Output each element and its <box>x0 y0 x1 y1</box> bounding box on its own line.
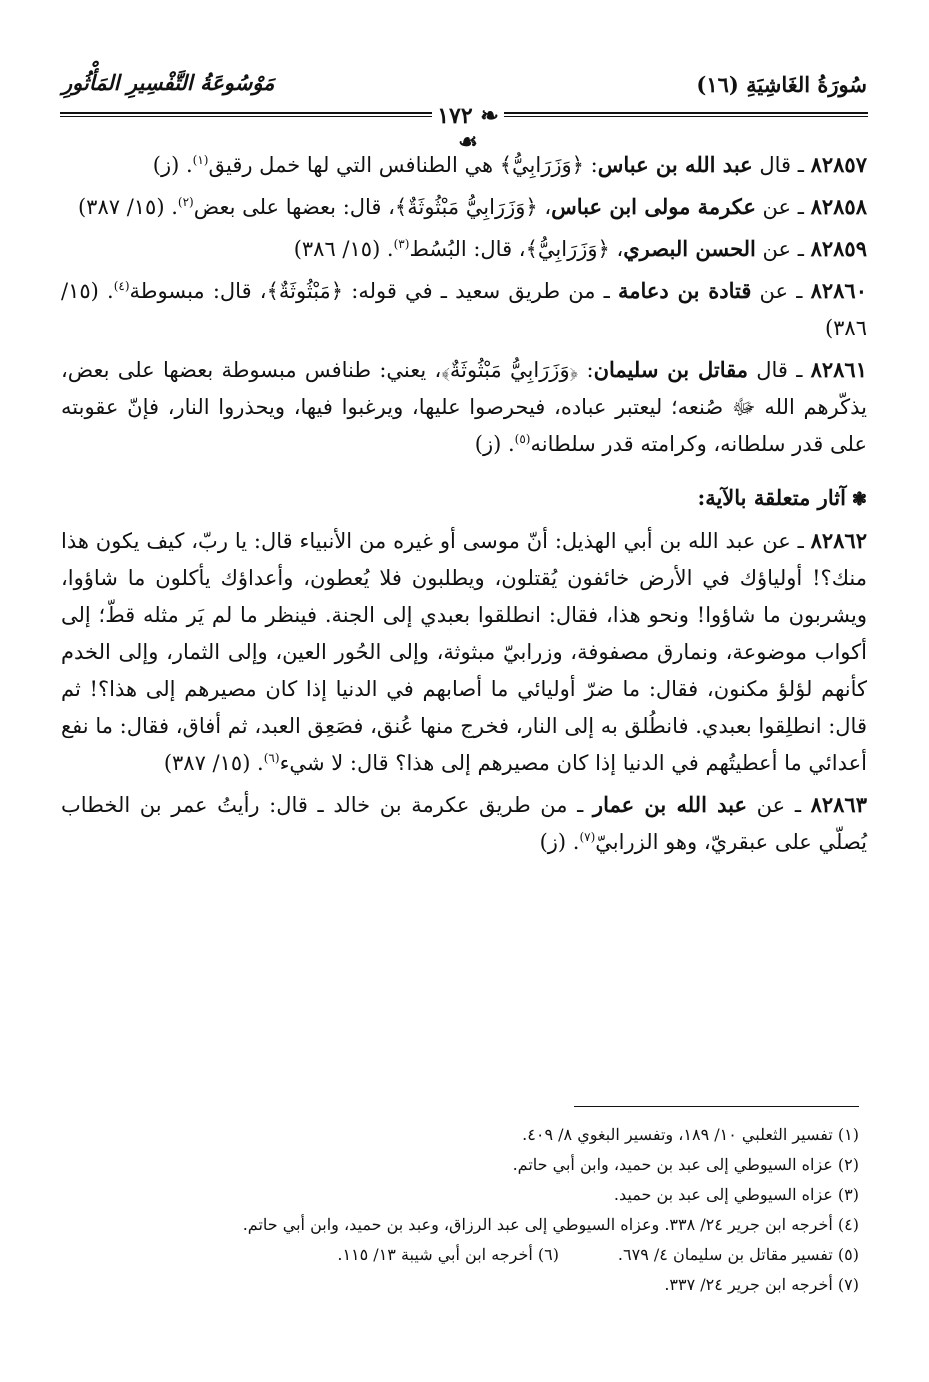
footnote-ref: (٣) <box>393 237 410 251</box>
quran-quote: ﴿مَبْثُوثَةٌ﴾ <box>266 279 344 303</box>
narration-number: ٨٢٨٥٨ <box>810 194 867 219</box>
footnote-ref: (٤) <box>113 279 130 293</box>
quran-quote: ﴿وَزَرَابِيُّ﴾ <box>499 153 584 177</box>
quran-quote: ﴿وَزَرَابِيُّ مَبْثُوثَةٌ﴾ <box>441 358 579 382</box>
footnote-ref: (٥) <box>514 432 531 446</box>
narration-entry: ٨٢٨٥٧ ـ قال عبد الله بن عباس: ﴿وَزَرَابِيُّ﴾ هي الطنافس التي لها خمل رقيق$^{(١)}$. (ز) <box>152 152 867 177</box>
narration-number: ٨٢٨٦١ <box>810 357 867 382</box>
ornament-left-icon: ❧ <box>480 103 499 129</box>
ornament-right-icon: ☙ <box>458 129 478 155</box>
narration-entry: ٨٢٨٦٠ ـ عن قتادة بن دعامة ـ من طريق سعيد ـ في قوله: ﴿مَبْثُوثَةٌ﴾، قال: مبسوطة$^{(٤)}$. (١٥/ ٣٨٦) <box>61 278 867 340</box>
narration-entry: ٨٢٨٦٢ ـ عن عبد الله بن أبي الهذيل: أنّ موسى أو غيره من الأنبياء قال: يا ربّ، كيف يكون هذا منك؟! أولياؤك في الأرض خائفون يُقتلون، ويطلبون فلا يُعطون، وأعداؤك يأكلون ما شاؤوا، ويشربون ما شاؤوا! ونحو هذا، فقال: انطلقوا بعبدي إلى الجنة. فينظر ما لم يَر مثله قطّ؛ إلى أكواب موضوعة، ونمارق مصفوفة، وزرابيّ مبثوثة، وإلى الحُور العين، وإلى الثمار، وإلى الخدم كأنهم لؤلؤ مكنون، فقال: ما ضرّ أوليائي ما أصابهم في الدنيا إذا كان مصيرهم إلى هذا؟! ثم قال: انطلِقوا بعبدي. فانطُلق به إلى النار، فخرج منها عُنق، فصَعِق العبد، ثم أفاق، فقال: ما نفع أعدائي ما أعطيتُهم في الدنيا إذا كان مصيرهم إلى هذا؟ قال: لا شيء$^{(٦)}$. (١٥/ ٣٨٧) <box>61 528 867 775</box>
narration-entry: ٨٢٨٥٨ ـ عن عكرمة مولى ابن عباس، ﴿وَزَرَابِيُّ مَبْثُوثَةٌ﴾، قال: بعضها على بعض$^{(٢)}$. (١٥/ ٣٨٧) <box>77 194 867 219</box>
footnote-7: (٧) أخرجه ابن جرير ٢٤/ ٣٣٧. <box>664 1275 859 1294</box>
narration-entry: ٨٢٨٥٩ ـ عن الحسن البصري، ﴿وَزَرَابِيُّ﴾، قال: البُسُط$^{(٣)}$. (١٥/ ٣٨٦) <box>293 236 867 261</box>
surah-title: سُورَةُ الغَاشِيَةِ (١٦) <box>696 72 867 97</box>
footnote-3: (٣) عزاه السيوطي إلى عبد بن حميد. <box>613 1185 859 1204</box>
footnote-4: (٤) أخرجه ابن جرير ٢٤/ ٣٣٨. وعزاه السيوطي إلى عبد الرزاق، وعبد بن حميد، وابن أبي حاتم. <box>242 1215 859 1234</box>
page-number: ❧ ١٧٢ ☙ <box>432 103 504 155</box>
narrator-name: قتادة بن دعامة <box>617 278 752 303</box>
footnote-separator <box>574 1106 859 1107</box>
footnote-6: (٦) أخرجه ابن أبي شيبة ١٣/ ١١٥. <box>337 1245 559 1264</box>
book-title: مَوْسُوعَةُ التَّفْسِيرِ المَأْثُورِ <box>62 70 275 95</box>
narration-number: ٨٢٨٦٠ <box>810 278 867 303</box>
narration-number: ٨٢٨٥٩ <box>810 236 867 261</box>
footnote-row <box>59 1240 859 1270</box>
footnote-1: (١) تفسير الثعلبي ١٠/ ١٨٩، وتفسير البغوي ٨/ ٤٠٩. <box>522 1125 859 1144</box>
footnote-ref: (١) <box>192 153 209 167</box>
narration-number: ٨٢٨٥٧ <box>810 152 867 177</box>
flower-ornament-icon: ❃ <box>851 489 867 510</box>
footnote-ref: (٧) <box>579 830 596 844</box>
narration-entry: ٨٢٨٦٣ ـ عن عبد الله بن عمار ـ من طريق عكرمة بن خالد ـ قال: رأيتُ عمر بن الخطاب يُصلّي على عبقريّ، وهو الزرابيّ$^{(٧)}$. (ز) <box>61 792 867 854</box>
narrator-name: عبد الله بن عمار <box>592 792 748 817</box>
narrator-name: عكرمة مولى ابن عباس <box>551 194 756 219</box>
main-text <box>61 146 867 865</box>
narration-number: ٨٢٨٦٣ <box>810 792 867 817</box>
footnote-ref: (٦) <box>263 751 280 765</box>
narrator-name: عبد الله بن عباس <box>597 152 753 177</box>
narrator-name: عبد الله بن أبي الهذيل <box>561 529 756 553</box>
section-heading: ❃آثار متعلقة بالآية: <box>697 485 867 510</box>
footnote-2: (٢) عزاه السيوطي إلى عبد بن حميد، وابن أبي حاتم. <box>512 1155 859 1174</box>
quran-quote: ﴿وَزَرَابِيُّ﴾ <box>525 237 610 261</box>
footnote-5: (٥) تفسير مقاتل بن سليمان ٤/ ٦٧٩. <box>617 1245 859 1264</box>
footnote-ref: (٢) <box>177 195 194 209</box>
footnotes <box>59 1120 859 1300</box>
narration-number: ٨٢٨٦٢ <box>810 528 867 553</box>
narrator-name: الحسن البصري <box>623 236 756 261</box>
narration-entry: ٨٢٨٦١ ـ قال مقاتل بن سليمان: ﴿وَزَرَابِيُّ مَبْثُوثَةٌ﴾، يعني: طنافس مبسوطة بعضها على بعض، يذكّرهم الله ﷻ صُنعه؛ ليعتبر عباده، فيحرصوا عليها، ويرغبوا فيها، ويحذروا النار، فإنّ عقوبته على قدر سلطانه، وكرامته قدر سلطانه$^{(٥)}$. (ز) <box>61 357 867 456</box>
quran-quote: ﴿وَزَرَابِيُّ مَبْثُوثَةٌ﴾ <box>394 195 538 219</box>
narrator-name: مقاتل بن سليمان <box>593 357 749 382</box>
